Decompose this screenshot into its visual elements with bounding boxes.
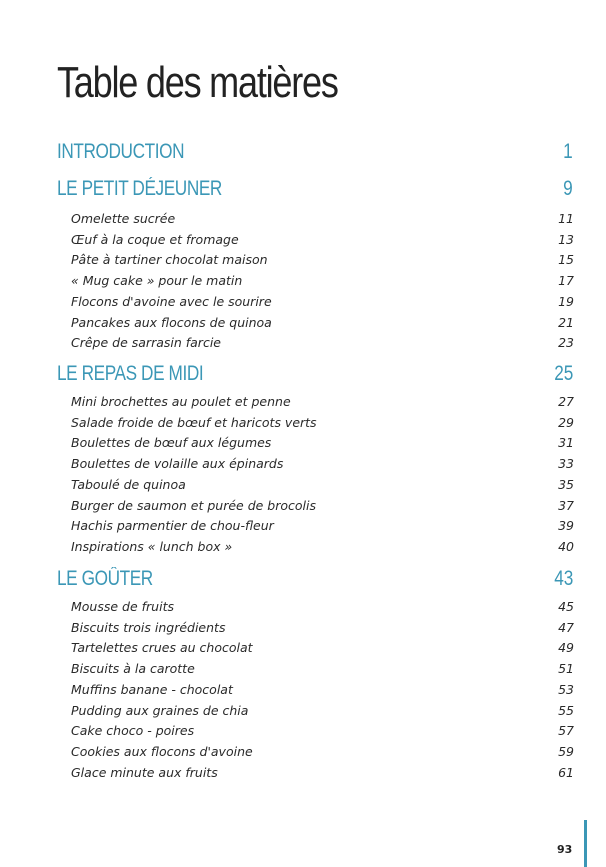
entry-title: Omelette sucrée (71, 211, 176, 226)
toc-section[interactable] (0, 362, 606, 385)
entry-title: Salade froide de bœuf et haricots verts (71, 414, 317, 430)
toc-entry[interactable] (0, 477, 606, 497)
toc-section[interactable] (0, 177, 606, 200)
toc-section[interactable] (0, 567, 606, 590)
section-page-number: 9 (563, 177, 573, 200)
entry-page-number: 47 (558, 619, 574, 635)
page-title: Table des matières (57, 58, 338, 107)
entry-page-number: 19 (558, 293, 574, 309)
entry-page-number: 15 (558, 252, 574, 268)
entry-page-number: 45 (558, 599, 574, 614)
toc-entry[interactable] (0, 765, 606, 785)
toc-entry[interactable] (0, 315, 606, 335)
entry-title: Flocons d'avoine avec le sourire (71, 293, 272, 309)
entry-title: Pudding aux graines de chia (71, 702, 249, 718)
entry-page-number: 17 (558, 273, 574, 289)
entry-page-number: 59 (558, 743, 574, 759)
entry-title: Glace minute aux fruits (71, 764, 218, 780)
toc-entry[interactable] (0, 682, 606, 702)
entry-page-number: 37 (558, 497, 574, 513)
toc-entry[interactable] (0, 539, 606, 559)
entry-page-number: 39 (558, 518, 574, 534)
toc-entry[interactable] (0, 620, 606, 640)
entry-page-number: 27 (558, 394, 574, 409)
toc-entry[interactable] (0, 415, 606, 435)
entry-page-number: 40 (558, 538, 574, 554)
entry-page-number: 21 (558, 314, 574, 330)
toc-entry[interactable] (0, 294, 606, 314)
entry-title: Biscuits trois ingrédients (71, 619, 226, 635)
entry-page-number: 55 (558, 702, 574, 718)
entry-page-number: 29 (558, 414, 574, 430)
toc-entry[interactable] (0, 640, 606, 660)
entry-title: Boulettes de volaille aux épinards (71, 456, 284, 472)
entry-title: Hachis parmentier de chou-fleur (71, 518, 274, 534)
entry-title: Crêpe de sarrasin farcie (71, 335, 221, 351)
entry-title: « Mug cake » pour le matin (71, 273, 243, 289)
footer-accent-bar (584, 820, 587, 867)
page-number: 93 (557, 843, 573, 856)
section-page-number: 1 (563, 140, 573, 163)
toc-entry[interactable] (0, 252, 606, 272)
section-title: LE REPAS DE MIDI (57, 362, 204, 385)
entry-title: Burger de saumon et purée de brocolis (71, 497, 317, 513)
section-title: INTRODUCTION (57, 140, 185, 163)
entry-title: Mini brochettes au poulet et penne (71, 394, 291, 409)
entry-page-number: 33 (558, 456, 574, 472)
toc-entry[interactable] (0, 744, 606, 764)
entry-title: Pâte à tartiner chocolat maison (71, 252, 268, 268)
entry-page-number: 13 (558, 231, 574, 247)
entry-title: Cake choco - poires (71, 723, 195, 739)
toc-section[interactable] (0, 140, 606, 163)
entry-title: Taboulé de quinoa (71, 476, 186, 492)
section-page-number: 25 (553, 362, 573, 385)
entry-title: Boulettes de bœuf aux légumes (71, 435, 272, 451)
toc-entry[interactable] (0, 335, 606, 355)
toc-entry[interactable] (0, 211, 606, 231)
entry-title: Pancakes aux flocons de quinoa (71, 314, 272, 330)
toc-entry[interactable] (0, 456, 606, 476)
entry-page-number: 23 (558, 335, 574, 351)
entry-title: Tartelettes crues au chocolat (71, 640, 253, 656)
entry-page-number: 51 (558, 661, 574, 677)
entry-page-number: 11 (558, 211, 574, 226)
toc-entry[interactable] (0, 273, 606, 293)
entry-title: Biscuits à la carotte (71, 661, 195, 677)
entry-title: Inspirations « lunch box » (71, 538, 233, 554)
section-title: LE PETIT DÉJEUNER (57, 177, 222, 200)
toc-entry[interactable] (0, 723, 606, 743)
entry-title: Mousse de fruits (71, 599, 174, 614)
toc-entry[interactable] (0, 703, 606, 723)
toc-entry[interactable] (0, 435, 606, 455)
toc-entry[interactable] (0, 518, 606, 538)
entry-title: Œuf à la coque et fromage (71, 231, 239, 247)
section-page-number: 43 (553, 567, 573, 590)
entry-page-number: 61 (558, 764, 574, 780)
toc-entry[interactable] (0, 661, 606, 681)
entry-page-number: 49 (558, 640, 574, 656)
toc-entry[interactable] (0, 599, 606, 619)
entry-page-number: 53 (558, 681, 574, 697)
entry-title: Muffins banane - chocolat (71, 681, 233, 697)
toc-entry[interactable] (0, 394, 606, 414)
entry-page-number: 57 (558, 723, 574, 739)
section-title: LE GOÛTER (57, 567, 153, 590)
toc-entry[interactable] (0, 232, 606, 252)
entry-page-number: 35 (558, 476, 574, 492)
toc-entry[interactable] (0, 498, 606, 518)
entry-title: Cookies aux flocons d'avoine (71, 743, 253, 759)
entry-page-number: 31 (558, 435, 574, 451)
